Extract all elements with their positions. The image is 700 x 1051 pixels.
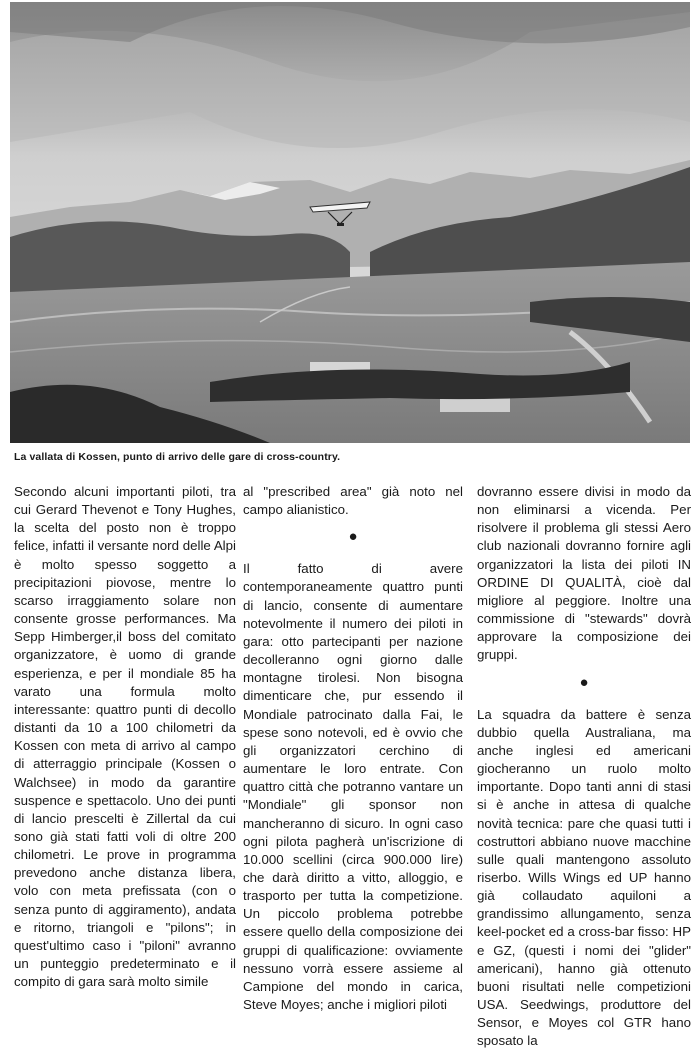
valley-photo [10,2,690,443]
text-column-1 [14,483,236,991]
column3-paragraph-1: dovranno essere divisi in modo da non eliminarsi a vicenda. Per risolvere il problema gli stessi Aero club nazionali dovranno fornire agli organizzatori la lista dei piloti IN ORDINE DI QUALITÀ, cioè dal migliore al peggiore. Inoltre una commissione di "stewards" dovrà approvare la composizione dei gruppi. [477,484,691,663]
text-column-3 [477,483,691,1051]
text-column-2 [243,483,463,1014]
photo-caption: La vallata di Kossen, punto di arrivo delle gare di cross-country. [14,451,341,463]
column3-paragraph-2: La squadra da battere è senza dubbio quella Australiana, ma anche inglesi ed americani giocheranno un ruolo molto importante. Dopo tanti anni di stasi si è anche in attesa di qualche novità tecnica: pare che quasi tutti i costruttori abbiano nuove macchine sulle quali mantengono assoluto riserbo. Wills Wings ed UP hanno già collaudato aquiloni a grandissimo allungamento, senza keel-pocket ed a cross-bar fisso: HP e GZ, (questi i nomi dei "glider" americani), hanno già ottenuto buoni risultati nelle competizioni USA. Seedwings, produttore del Sensor, e Moyes col GTR hano sposato la [477,706,691,1049]
column1-paragraph: Secondo alcuni importanti piloti, tra cui Gerard Thevenot e Tony Hughes, la scelta del posto non è troppo felice, infatti il versante nord delle Alpi è molto spesso soggetto a precipitazioni piovose, mentre lo scarso irraggiamento solare non consente grosse performances. Ma Sepp Himberger,il boss del comitato organizzatore, è uomo di grande esperienza, e per il mondiale 85 ha varato una formula molto interessante: quattro punti di decollo distanti da 10 a 100 chilometri da Kossen con meta di arrivo al campo di atterraggio principale (Kossen o Walchsee) in modo da garantire suspence e spettacolo. Uno dei punti di lancio prescelti è Zillertal da cui sono già stati fatti voli di oltre 200 chilometri. Le prove in programma prevedono anche distanza libera, volo con meta prefissata (con o senza punto di aggiramento), andata e ritorno, triangoli e "pilons"; in quest'ultimo caso i "piloni" avranno un punteggio predeterminato e il compito di gara sarà molto simile [14,484,236,990]
section-separator-bullet: ● [348,528,358,546]
column2-paragraph-1: al "prescribed area" già noto nel campo alianistico. [243,484,463,518]
column2-paragraph-2: Il fatto di avere contemporaneamente quattro punti di lancio, consente di aumentare notevolmente il numero dei piloti in gara: otto partecipanti per nazione decolleranno ogni giorno dalle montagne tirolesi. Non bisogna dimenticare che, pur essendo il Mondiale patrocinato dalla Fai, le spese sono notevoli, ed è ovvio che gli organizzatori cerchino di aumentare le loro entrate. Con quattro città che potranno vantare un "Mondiale" gli sponsor non mancheranno di sicuro. In ogni caso ogni pilota pagherà un'iscrizione di 10.000 scellini (circa 900.000 lire) che darà diritto a vitto, alloggio, e trasporto per tutta la competizione. Un piccolo problema potrebbe essere quello della composizione dei gruppi di qualificazione: ovviamente nessuno vorrà essere assieme al Campione del mondo in carica, Steve Moyes; anche i migliori piloti [243,561,463,1013]
valley-photo-graphic [10,2,690,443]
section-separator-bullet: ● [579,673,589,691]
